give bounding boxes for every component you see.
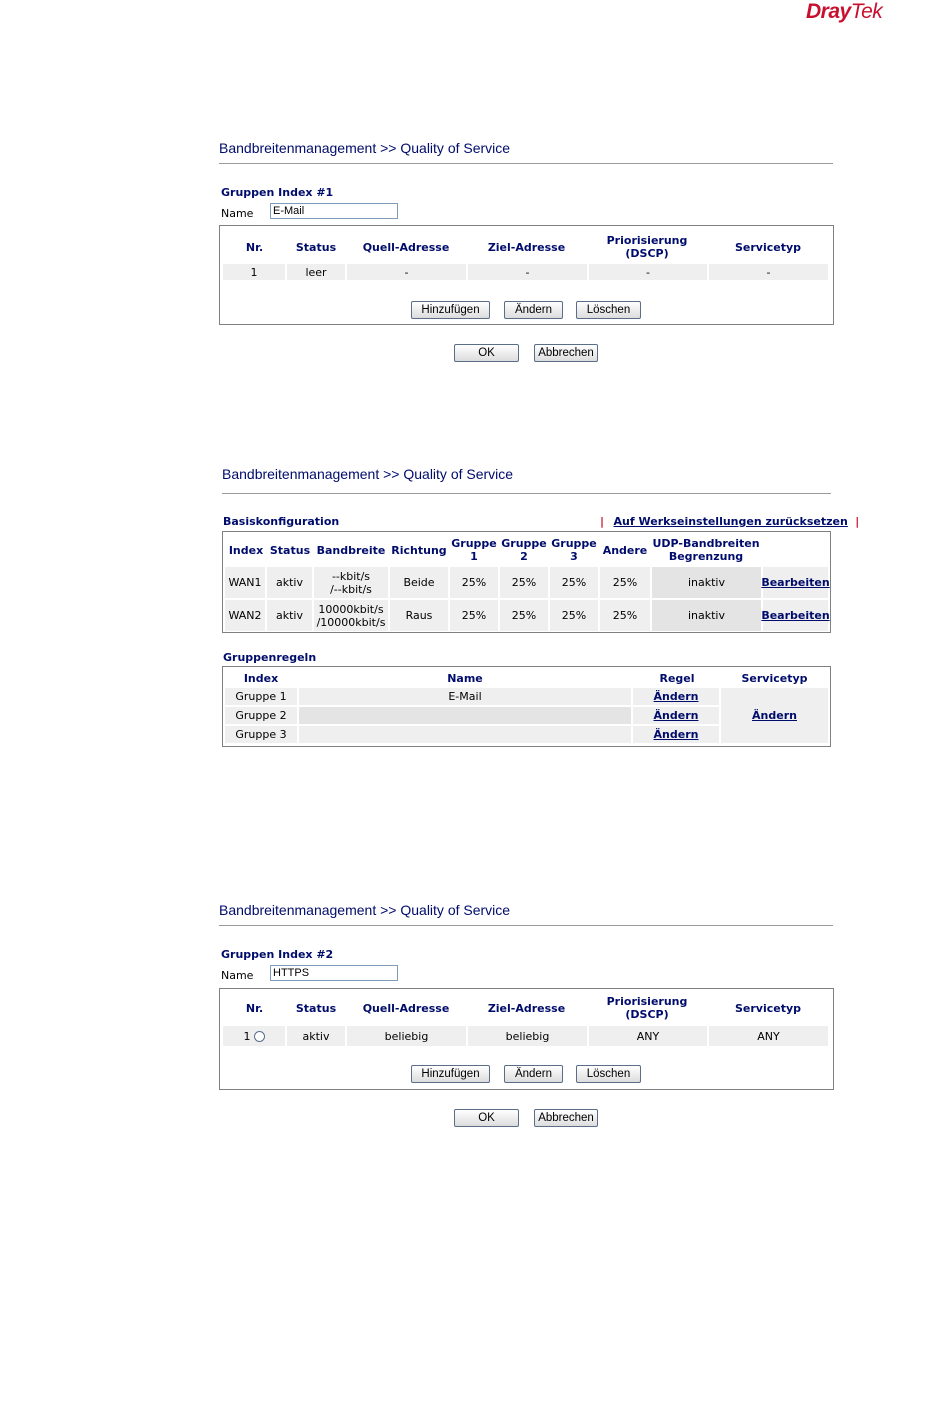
row-number: 1 xyxy=(243,1029,251,1043)
title-divider xyxy=(222,493,831,494)
cell-source: beliebig xyxy=(347,1026,466,1046)
wan2-bandwidth: 10000kbit/s /10000kbit/s xyxy=(314,600,388,631)
col-status: Status xyxy=(295,240,337,254)
ok-button[interactable]: OK xyxy=(454,1109,519,1127)
col-destination: Ziel-Adresse xyxy=(487,240,566,254)
name-input[interactable] xyxy=(270,965,398,981)
col-source: Quell-Adresse xyxy=(362,240,450,254)
wan1-index: WAN1 xyxy=(225,567,265,598)
cell-source: - xyxy=(347,264,466,280)
col-rule-name: Name xyxy=(447,671,483,685)
page-title: Bandbreitenmanagement >> Quality of Service xyxy=(219,902,511,918)
cell-nr: 1 xyxy=(223,264,285,280)
col-udp-limit: UDP-Bandbreiten Begrenzung xyxy=(652,537,760,563)
group-rules-table xyxy=(222,666,831,747)
rule1-name: E-Mail xyxy=(299,688,631,705)
title-divider xyxy=(219,163,833,164)
wan1-udp-limit: inaktiv xyxy=(652,567,761,598)
wan2-index: WAN2 xyxy=(225,600,265,631)
rule1-cell xyxy=(633,688,719,705)
group-rules-heading: Gruppenregeln xyxy=(223,651,317,664)
col-status: Status xyxy=(269,543,311,557)
cell-servicetype: - xyxy=(709,264,828,280)
wan2-edit-link[interactable]: Bearbeiten xyxy=(761,609,830,622)
wan1-bandwidth: --kbit/s /--kbit/s xyxy=(314,567,388,598)
cell-status: leer xyxy=(287,264,345,280)
cell-status: aktiv xyxy=(287,1026,345,1046)
rule3-cell xyxy=(633,726,719,743)
wan2-group3: 25% xyxy=(550,600,598,631)
wan1-status: aktiv xyxy=(267,567,312,598)
rule2-index: Gruppe 2 xyxy=(225,707,297,724)
wan1-direction: Beide xyxy=(390,567,448,598)
rule-table xyxy=(219,225,834,325)
basic-config-heading: Basiskonfiguration xyxy=(223,515,340,528)
col-priority: Priorisierung (DSCP) xyxy=(606,234,688,260)
logo-text-tek: Tek xyxy=(850,0,883,23)
col-group3: Gruppe 3 xyxy=(551,537,597,563)
servicetype-edit-link[interactable]: Ändern xyxy=(752,709,797,722)
rule1-index: Gruppe 1 xyxy=(225,688,297,705)
draytek-logo xyxy=(806,0,882,24)
delete-button[interactable]: Löschen xyxy=(576,301,641,319)
rule3-edit-link[interactable]: Ändern xyxy=(653,728,699,741)
col-rule-index: Index xyxy=(243,671,279,685)
col-nr: Nr. xyxy=(245,1001,264,1015)
row-select-radio[interactable] xyxy=(254,1031,265,1042)
rule2-edit-link[interactable]: Ändern xyxy=(653,709,699,722)
wan2-direction: Raus xyxy=(390,600,448,631)
col-priority: Priorisierung (DSCP) xyxy=(606,995,688,1021)
col-rule-servicetype: Servicetyp xyxy=(741,671,808,685)
separator-right: | xyxy=(855,515,860,528)
page-title: Bandbreitenmanagement >> Quality of Service xyxy=(219,140,511,156)
servicetype-cell xyxy=(721,688,828,743)
wan2-status: aktiv xyxy=(267,600,312,631)
cancel-button[interactable]: Abbrechen xyxy=(534,1109,598,1127)
title-divider xyxy=(219,925,833,926)
add-button[interactable]: Hinzufügen xyxy=(411,1065,490,1083)
wan2-edit-cell xyxy=(763,600,828,631)
wan1-group3: 25% xyxy=(550,567,598,598)
name-input[interactable] xyxy=(270,203,398,219)
reset-defaults-link[interactable]: Auf Werkseinstellungen zurücksetzen xyxy=(613,515,848,528)
page-title: Bandbreitenmanagement >> Quality of Service xyxy=(222,466,514,482)
cell-nr xyxy=(223,1026,285,1046)
wan1-other: 25% xyxy=(600,567,650,598)
rule-table xyxy=(219,988,834,1090)
rule3-index: Gruppe 3 xyxy=(225,726,297,743)
add-button[interactable]: Hinzufügen xyxy=(411,301,490,319)
col-group1: Gruppe 1 xyxy=(451,537,497,563)
edit-button[interactable]: Ändern xyxy=(504,301,563,319)
cell-destination: beliebig xyxy=(468,1026,587,1046)
ok-button[interactable]: OK xyxy=(454,344,519,362)
group-index-heading: Gruppen Index #2 xyxy=(221,948,334,961)
wan1-group1: 25% xyxy=(450,567,498,598)
col-source: Quell-Adresse xyxy=(362,1001,450,1015)
cancel-button[interactable]: Abbrechen xyxy=(534,344,598,362)
delete-button[interactable]: Löschen xyxy=(576,1065,641,1083)
rule2-name xyxy=(299,707,631,724)
reset-link-group xyxy=(600,515,859,528)
col-direction: Richtung xyxy=(391,543,447,557)
wan2-other: 25% xyxy=(600,600,650,631)
col-other: Andere xyxy=(602,543,648,557)
rule1-edit-link[interactable]: Ändern xyxy=(653,690,699,703)
cell-destination: - xyxy=(468,264,587,280)
wan1-group2: 25% xyxy=(500,567,548,598)
basic-config-table xyxy=(222,531,831,633)
wan1-edit-cell xyxy=(763,567,828,598)
cell-priority: - xyxy=(589,264,707,280)
rule2-cell xyxy=(633,707,719,724)
col-group2: Gruppe 2 xyxy=(501,537,547,563)
col-servicetype: Servicetyp xyxy=(734,240,802,254)
cell-priority: ANY xyxy=(589,1026,707,1046)
cell-servicetype: ANY xyxy=(709,1026,828,1046)
col-status: Status xyxy=(295,1001,337,1015)
col-index: Index xyxy=(228,543,264,557)
name-label: Name xyxy=(221,969,254,982)
wan2-group2: 25% xyxy=(500,600,548,631)
separator-left: | xyxy=(600,515,605,528)
logo-text-dray: Dray xyxy=(806,0,851,23)
col-bandwidth: Bandbreite xyxy=(316,543,386,557)
wan2-udp-limit: inaktiv xyxy=(652,600,761,631)
edit-button[interactable]: Ändern xyxy=(504,1065,563,1083)
rule3-name xyxy=(299,726,631,743)
col-nr: Nr. xyxy=(245,240,264,254)
group-index-heading: Gruppen Index #1 xyxy=(221,186,334,199)
col-servicetype: Servicetyp xyxy=(734,1001,802,1015)
col-destination: Ziel-Adresse xyxy=(487,1001,566,1015)
wan1-edit-link[interactable]: Bearbeiten xyxy=(761,576,830,589)
name-label: Name xyxy=(221,207,254,220)
col-rule-rule: Regel xyxy=(659,671,695,685)
wan2-group1: 25% xyxy=(450,600,498,631)
